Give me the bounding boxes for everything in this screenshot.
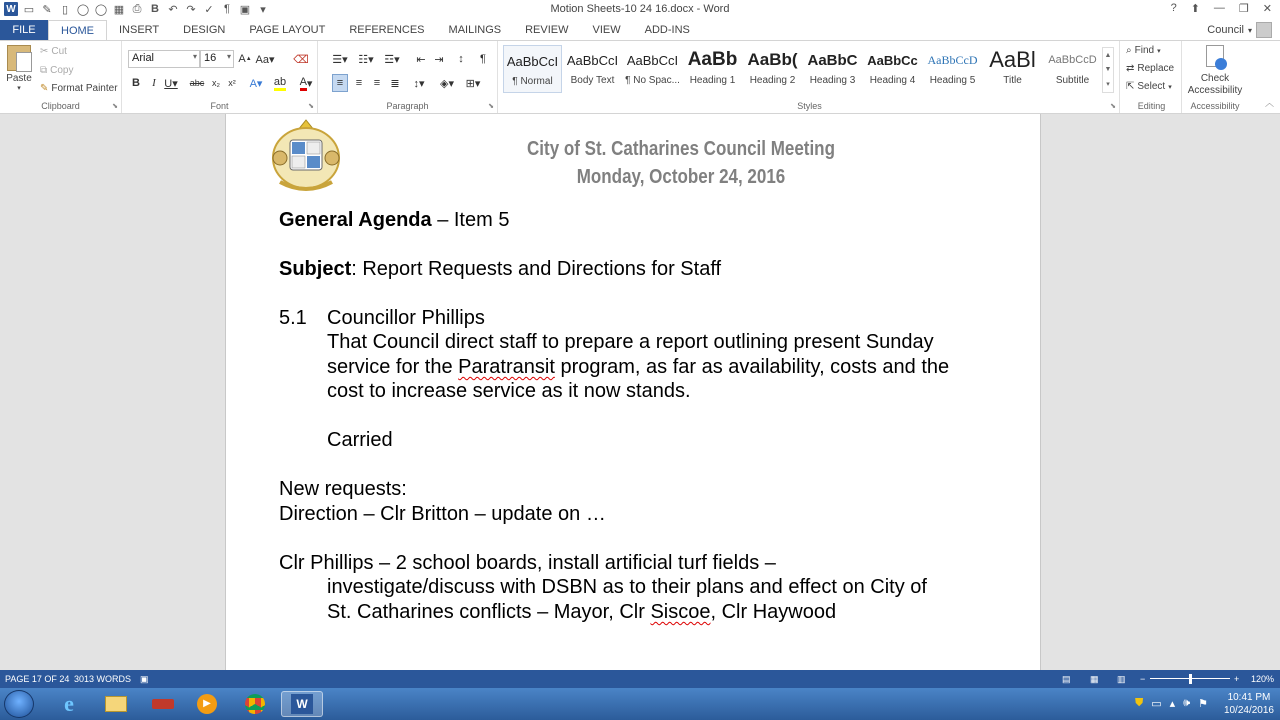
start-button[interactable]	[4, 690, 34, 718]
draw-icon[interactable]: ✎	[42, 3, 52, 16]
paintbrush-icon: ✎	[40, 83, 49, 94]
clear-formatting-icon[interactable]: ⌫	[293, 53, 309, 66]
misspelled-word[interactable]: Siscoe	[650, 601, 711, 623]
check-accessibility-label-2: Accessibility	[1187, 85, 1243, 96]
style-preview: AaBb	[687, 49, 738, 70]
find-label: Find	[1134, 45, 1155, 56]
zoom-slider-thumb[interactable]	[1189, 674, 1192, 684]
chevron-down-icon: ▾	[192, 52, 197, 61]
bullets-icon[interactable]: ☰▾	[332, 53, 348, 66]
network-icon[interactable]: ▭	[1151, 698, 1162, 710]
binoculars-icon: ⌕	[1126, 45, 1132, 56]
new-document-icon[interactable]: ▯	[61, 3, 69, 16]
styles-group	[500, 41, 1120, 113]
account-menu[interactable]	[1207, 22, 1272, 38]
editing-group	[1122, 41, 1182, 113]
subscript-button[interactable]: x₂	[212, 78, 220, 88]
style-name: Body Text	[570, 75, 615, 86]
collapse-ribbon-icon[interactable]: ︿	[1264, 98, 1274, 108]
account-name: Council	[1207, 24, 1244, 36]
file-explorer-icon[interactable]	[95, 691, 137, 717]
style-preview: AaBb(	[747, 50, 798, 69]
style-heading-2[interactable]	[743, 45, 802, 93]
chrome-icon[interactable]	[234, 691, 276, 717]
style-heading-1[interactable]	[683, 45, 742, 93]
align-right-icon[interactable]: ≡	[373, 77, 381, 89]
highlight-icon[interactable]: ab	[272, 74, 288, 92]
subject-line	[279, 258, 721, 281]
italic-button[interactable]: I	[152, 77, 156, 89]
motion-line-2	[327, 356, 949, 379]
paste-icon	[7, 45, 31, 71]
undo-icon[interactable]: ↶	[168, 3, 178, 16]
shape2-icon[interactable]: ◯	[94, 3, 108, 16]
motion-line-1: That Council direct staff to prepare a report outlining present Sunday	[327, 331, 934, 353]
style-title[interactable]	[983, 45, 1042, 93]
stapler-app-icon[interactable]	[142, 691, 184, 717]
font-size-combo[interactable]	[200, 50, 234, 68]
select-button[interactable]	[1126, 81, 1172, 92]
window-controls	[1171, 2, 1272, 15]
font-color-icon[interactable]: A ▾	[299, 75, 313, 90]
open-folder-icon[interactable]: ▭	[23, 3, 35, 16]
chevron-up-icon[interactable]: ▲	[1104, 51, 1112, 59]
copy-label: Copy	[50, 65, 74, 76]
paste-button[interactable]	[4, 45, 34, 97]
borders-icon[interactable]: ⊞▾	[465, 77, 481, 90]
font-size-value: 16	[204, 52, 217, 64]
cursor-icon: ⇱	[1126, 81, 1135, 92]
style-heading-3[interactable]	[803, 45, 862, 93]
chevron-down-icon: ▾	[17, 85, 21, 92]
chevron-up-icon[interactable]: ▴	[1169, 698, 1176, 710]
styles-group-label: Styles	[797, 101, 822, 111]
line-spacing-icon[interactable]: ↕▾	[413, 77, 425, 90]
more-styles-icon[interactable]: ▾	[1106, 81, 1110, 89]
proofing-icon[interactable]: ▣	[140, 674, 149, 684]
paragraph-icon[interactable]: ¶	[224, 3, 230, 15]
bold-qat-icon[interactable]: B	[151, 3, 159, 15]
accessibility-group	[1182, 41, 1248, 113]
copy-button[interactable]	[40, 65, 74, 76]
cut-label: Cut	[51, 46, 67, 57]
subject-label: Subject	[279, 258, 352, 280]
style-preview: AaBbCc	[867, 52, 918, 68]
font-group-label: Font	[210, 101, 229, 111]
style-name: ¶ Normal	[512, 76, 553, 87]
new-requests-heading: New requests:	[279, 478, 407, 500]
meeting-date: Monday, October 24, 2016	[576, 166, 786, 188]
styles-gallery-scroll[interactable]	[1102, 47, 1114, 93]
request-line-3	[327, 601, 836, 624]
avatar	[1256, 22, 1272, 38]
superscript-button[interactable]: x²	[228, 78, 236, 88]
misspelled-word[interactable]: Paratransit	[458, 356, 555, 378]
title-bar	[0, 0, 1280, 20]
style-name: Title	[1003, 75, 1022, 86]
sort-icon[interactable]: ↕	[458, 53, 464, 65]
print-layout-icon[interactable]: ▦	[1090, 674, 1099, 684]
read-mode-icon[interactable]: ▤	[1062, 674, 1071, 684]
tab-page-layout[interactable]: PAGE LAYOUT	[249, 24, 326, 36]
check-accessibility-label: Check	[1200, 73, 1230, 84]
motion-line-3: cost to increase service as it now stands.	[327, 380, 691, 402]
style-normal[interactable]	[503, 45, 562, 93]
font-name-combo[interactable]	[128, 50, 200, 68]
document-area	[0, 114, 1280, 670]
style-preview: AaBbCcI	[506, 53, 559, 69]
select-label: Select	[1137, 81, 1166, 92]
help-button[interactable]: ?	[1170, 2, 1177, 14]
ribbon-tabs	[0, 20, 1280, 40]
tab-view[interactable]: VIEW	[592, 24, 621, 36]
dialog-launcher-icon[interactable]: ⬊	[488, 103, 494, 110]
motion-text: service for the	[327, 356, 459, 378]
style-heading-5[interactable]	[923, 45, 982, 93]
flag-icon[interactable]: ⚑	[1198, 698, 1208, 710]
style-subtitle[interactable]	[1043, 45, 1102, 93]
tab-review[interactable]: REVIEW	[525, 24, 569, 36]
copy-icon: ⧉	[40, 65, 48, 76]
style-no-spacing[interactable]	[623, 45, 682, 93]
underline-button[interactable]: U▾	[164, 77, 178, 90]
show-formatting-icon[interactable]: ¶	[480, 53, 486, 65]
dialog-launcher-icon[interactable]: ⬊	[112, 103, 118, 110]
clock-date: 10/24/2016	[1223, 705, 1274, 716]
numbering-icon[interactable]: ☷▾	[358, 53, 374, 66]
style-name: Heading 2	[749, 75, 796, 86]
media-player-icon[interactable]: ▶	[186, 691, 228, 717]
shading-icon[interactable]: ◈▾	[440, 77, 454, 90]
system-tray	[1135, 697, 1208, 710]
agenda-label: General Agenda	[279, 209, 432, 231]
chevron-down-icon[interactable]: ▼	[1104, 65, 1112, 73]
tab-insert[interactable]: INSERT	[119, 24, 160, 36]
tab-references[interactable]: REFERENCES	[349, 24, 425, 36]
motion-text: program, as far as availability, costs and the	[554, 356, 950, 378]
bold-button[interactable]: B	[132, 77, 140, 89]
internet-explorer-icon[interactable]: e	[64, 691, 74, 716]
tab-mailings[interactable]: MAILINGS	[448, 24, 502, 36]
replace-label: Replace	[1137, 63, 1175, 74]
web-layout-icon[interactable]: ▥	[1117, 674, 1126, 684]
tab-add-ins[interactable]: ADD-INS	[644, 24, 690, 36]
paste-label: Paste	[6, 73, 32, 84]
close-button[interactable]: ✕	[1262, 3, 1272, 15]
style-name: ¶ No Spac...	[625, 75, 680, 86]
style-name: Heading 4	[869, 75, 916, 86]
chevron-down-icon: ▾	[1247, 25, 1252, 35]
align-left-icon[interactable]: ≡	[332, 74, 348, 92]
replace-button[interactable]	[1126, 63, 1174, 74]
check-accessibility-button[interactable]	[1182, 73, 1248, 97]
minimize-button[interactable]: —	[1213, 2, 1225, 14]
carried-text: Carried	[327, 429, 393, 451]
check-accessibility-icon[interactable]	[1206, 45, 1224, 67]
screenshot-icon[interactable]: ▣	[239, 3, 251, 16]
paragraph-group	[318, 41, 498, 113]
scissors-icon: ✂	[40, 46, 49, 57]
editing-group-label: Editing	[1137, 101, 1166, 111]
dialog-launcher-icon[interactable]: ⬊	[1110, 103, 1116, 110]
justify-icon[interactable]: ≣	[390, 77, 400, 90]
city-crest-icon	[270, 118, 342, 196]
ribbon-display-options-icon[interactable]: ⬆	[1190, 3, 1200, 15]
word-app-icon[interactable]: W	[4, 2, 18, 16]
customize-qat-icon[interactable]: ▾	[260, 3, 266, 16]
word-count[interactable]: 3013 WORDS	[74, 674, 132, 684]
taskbar-clock[interactable]	[1224, 691, 1274, 717]
paragraph-group-label: Paragraph	[386, 101, 429, 111]
style-preview: AaBl	[989, 47, 1036, 72]
tab-design[interactable]: DESIGN	[183, 24, 226, 36]
subject-text: : Report Requests and Directions for Staff	[351, 258, 722, 280]
find-button[interactable]	[1126, 45, 1161, 56]
restore-button[interactable]: ❐	[1238, 3, 1249, 15]
direction-line: Direction – Clr Britton – update on …	[279, 503, 606, 525]
clipboard-group-label: Clipboard	[41, 101, 80, 111]
table-icon[interactable]: ▦	[113, 3, 125, 16]
redo-icon[interactable]: ↷	[186, 3, 196, 16]
request-line-2: investigate/discuss with DSBN as to their plans and effect on City of	[327, 576, 927, 598]
style-name: Subtitle	[1055, 75, 1090, 86]
chevron-down-icon: ▾	[226, 52, 231, 61]
ribbon	[0, 40, 1280, 114]
accessibility-group-label: Accessibility	[1190, 101, 1240, 111]
clipboard-group	[0, 41, 122, 113]
style-preview: AaBbCcI	[566, 52, 619, 68]
strikethrough-button[interactable]: abc	[189, 78, 205, 88]
zoom-out-button[interactable]: −	[1140, 674, 1146, 684]
format-painter-button[interactable]	[40, 83, 118, 94]
document-title: Motion Sheets-10 24 16.docx - Word	[550, 3, 730, 15]
style-heading-4[interactable]	[863, 45, 922, 93]
status-bar	[0, 670, 1280, 688]
change-case-icon[interactable]: Aa▾	[255, 53, 275, 66]
zoom-in-button[interactable]: +	[1234, 674, 1240, 684]
shield-icon[interactable]: ⛊	[1135, 697, 1144, 709]
grow-font-icon[interactable]: A ▲	[238, 53, 252, 65]
style-preview: AaBbCcD	[927, 52, 978, 67]
chevron-down-icon: ▾	[1157, 47, 1161, 55]
word-taskbar-icon[interactable]: W	[281, 691, 323, 717]
replace-icon: ⇄	[1126, 63, 1135, 74]
item-number: 5.1	[279, 307, 307, 329]
font-group	[122, 41, 318, 113]
chevron-down-icon: ▾	[1168, 83, 1172, 91]
style-preview: AaBbCcI	[626, 52, 679, 68]
request-text: , Clr Haywood	[710, 601, 837, 623]
request-line-1: Clr Phillips – 2 school boards, install artificial turf fields –	[279, 552, 776, 574]
shape-icon[interactable]: ◯	[76, 3, 90, 16]
zoom-level[interactable]: 120%	[1251, 674, 1275, 684]
style-body-text[interactable]	[563, 45, 622, 93]
align-center-icon[interactable]: ≡	[355, 77, 363, 89]
style-preview: AaBbC	[807, 51, 858, 69]
multilevel-list-icon[interactable]: ☲▾	[384, 53, 400, 66]
meeting-title: City of St. Catharines Council Meeting	[527, 138, 835, 160]
dialog-launcher-icon[interactable]: ⬊	[308, 103, 314, 110]
taskbar	[0, 688, 1280, 720]
clock-time: 10:41 PM	[1227, 692, 1271, 703]
tab-file[interactable]: FILE	[0, 20, 48, 40]
document-page[interactable]	[225, 114, 1041, 670]
style-name: Heading 5	[929, 75, 976, 86]
agenda-line	[279, 209, 509, 232]
item-title: Councillor Phillips	[327, 307, 485, 329]
print-preview-icon[interactable]: ⎙	[132, 2, 142, 15]
format-painter-label: Format Painter	[51, 83, 118, 94]
check-icon[interactable]: ✓	[204, 3, 214, 16]
text-effects-icon[interactable]: A▾	[249, 77, 263, 90]
tab-home[interactable]: HOME	[48, 20, 107, 40]
increase-indent-icon[interactable]: ⇥	[434, 53, 444, 66]
style-name: Heading 3	[809, 75, 856, 86]
style-preview: AaBbCcD	[1048, 54, 1097, 66]
cut-button[interactable]	[40, 46, 67, 57]
style-name: Heading 1	[689, 75, 736, 86]
page-count[interactable]: PAGE 17 OF 24	[5, 674, 70, 684]
decrease-indent-icon[interactable]: ⇤	[416, 53, 426, 66]
volume-icon[interactable]: 🕪	[1183, 697, 1191, 709]
font-name-value: Arial	[132, 52, 155, 64]
request-text: St. Catharines conflicts – Mayor, Clr	[327, 601, 651, 623]
agenda-item: – Item 5	[431, 209, 510, 231]
